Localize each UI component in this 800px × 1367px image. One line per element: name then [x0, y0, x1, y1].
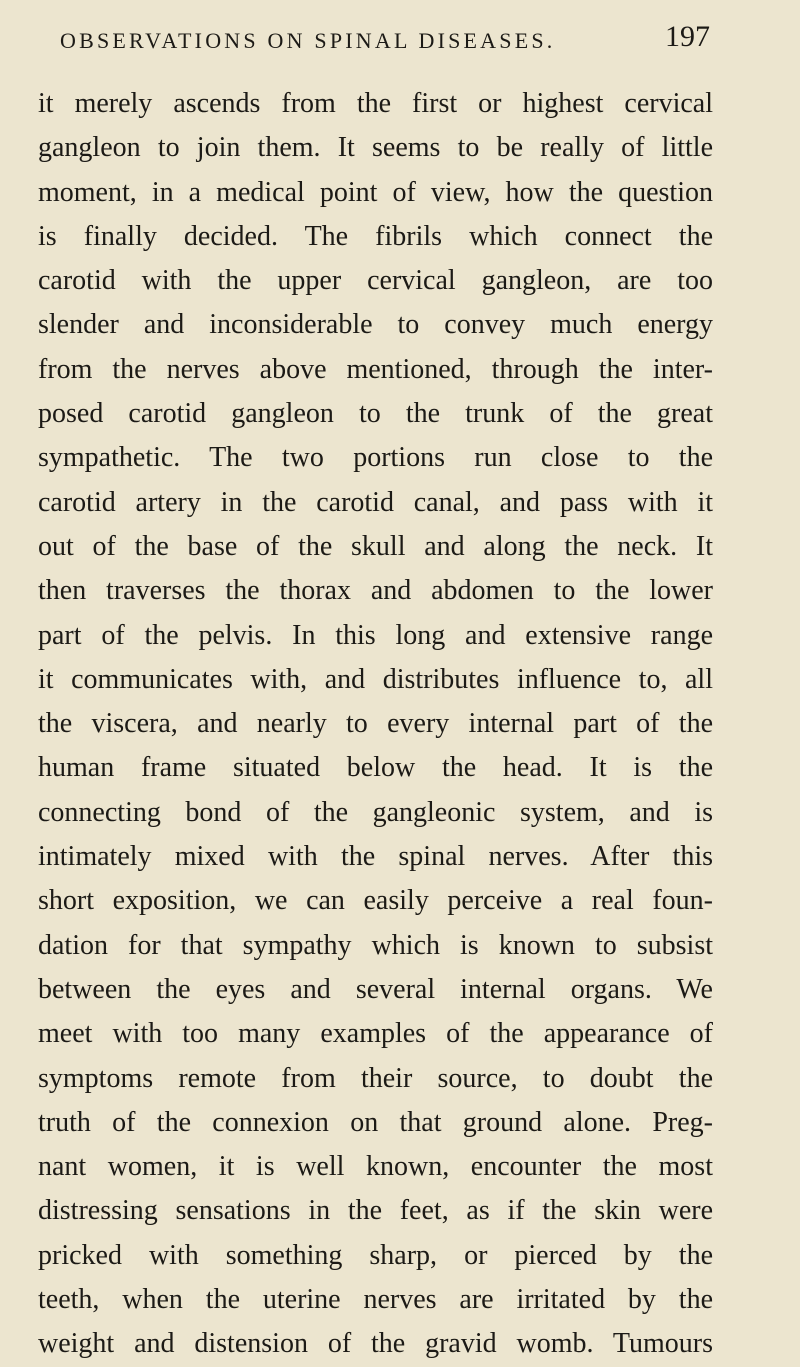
text-line: teeth, when the uterine nerves are irritated by the — [38, 1284, 713, 1316]
text-line: carotid artery in the carotid canal, and pass with it — [38, 486, 713, 518]
text-line: from the nerves above mentioned, through the inter- — [38, 353, 713, 385]
text-line: dation for that sympathy which is known to subsist — [38, 929, 713, 961]
text-line: sympathetic. The two portions run close to the — [38, 442, 713, 474]
page-number: 197 — [665, 20, 710, 53]
text-line: is finally decided. The fibrils which connect the — [38, 220, 713, 252]
text-line: weight and distension of the gravid womb. Tumours — [38, 1328, 713, 1360]
text-line: pricked with something sharp, or pierced by the — [38, 1239, 713, 1271]
text-line: intimately mixed with the spinal nerves. After this — [38, 841, 713, 873]
text-line: connecting bond of the gangleonic system, and is — [38, 796, 713, 828]
text-line: between the eyes and several internal organs. We — [38, 973, 713, 1005]
running-head — [60, 20, 710, 68]
text-line: the viscera, and nearly to every internal part of the — [38, 708, 713, 740]
body-text — [38, 82, 713, 1367]
text-line: it merely ascends from the first or highest cervical — [38, 88, 713, 119]
running-title: OBSERVATIONS ON SPINAL DISEASES. — [60, 28, 556, 53]
text-line: slender and inconsiderable to convey much energy — [38, 309, 713, 341]
text-line: part of the pelvis. In this long and extensive range — [38, 619, 713, 651]
text-line: then traverses the thorax and abdomen to the lower — [38, 575, 713, 607]
text-line: short exposition, we can easily perceive a real foun- — [38, 885, 713, 917]
text-line: nant women, it is well known, encounter the most — [38, 1151, 713, 1183]
text-line: symptoms remote from their source, to doubt the — [38, 1062, 713, 1094]
text-line: out of the base of the skull and along the neck. It — [38, 530, 713, 562]
text-line: distressing sensations in the feet, as if the skin were — [38, 1195, 713, 1227]
text-line: posed carotid gangleon to the trunk of the great — [38, 398, 713, 430]
text-line: meet with too many examples of the appearance of — [38, 1018, 713, 1050]
text-line: moment, in a medical point of view, how the question — [38, 176, 713, 208]
text-line: carotid with the upper cervical gangleon, are too — [38, 265, 713, 297]
text-line: it communicates with, and distributes influence to, all — [38, 663, 713, 695]
text-line: truth of the connexion on that ground alone. Preg- — [38, 1106, 713, 1138]
text-line: human frame situated below the head. It is the — [38, 752, 713, 784]
text-line: gangleon to join them. It seems to be really of little — [38, 132, 713, 164]
